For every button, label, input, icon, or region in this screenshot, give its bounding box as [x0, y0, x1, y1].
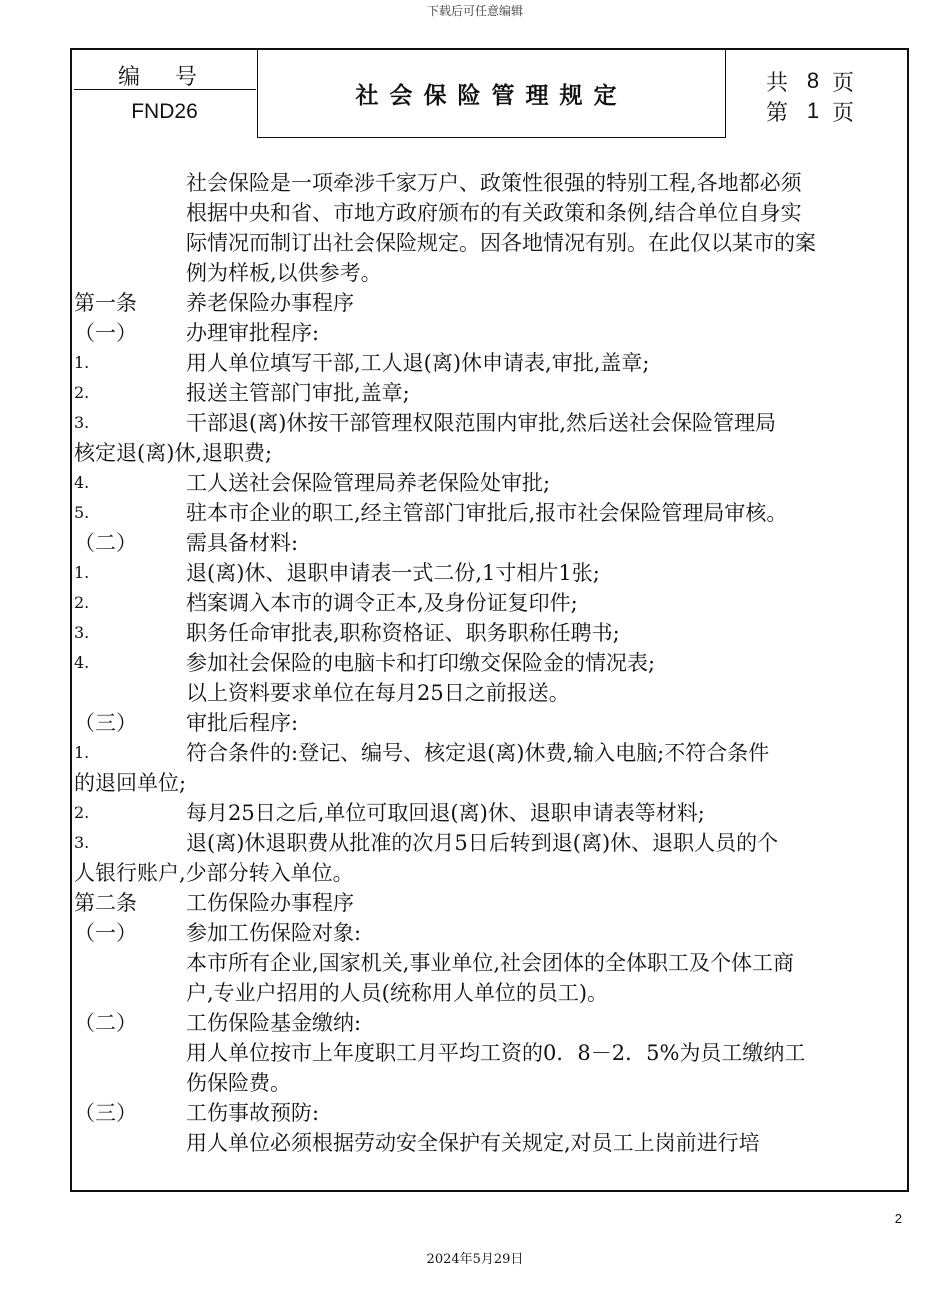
- text-line: [72, 438, 907, 468]
- text-line: [72, 258, 907, 288]
- line-text: 参加社会保险的电脑卡和打印缴交保险金的情况表;: [186, 651, 656, 675]
- text-line: [72, 318, 907, 348]
- line-continuation: 核定退(离)休,退职费;: [74, 441, 273, 465]
- footer-date: 2024年5月29日: [426, 1252, 524, 1267]
- line-text: 伤保险费。: [186, 1071, 291, 1095]
- line-text: 户,专业户招用的人员(统称用人单位的员工)。: [186, 981, 609, 1005]
- text-line: [72, 378, 907, 408]
- line-continuation: 人银行账户,少部分转入单位。: [74, 861, 354, 885]
- document-title: 社会保险管理规定: [355, 83, 628, 109]
- text-line: [72, 798, 907, 828]
- line-label: （二）: [74, 531, 137, 555]
- text-line: [72, 858, 907, 888]
- text-line: [72, 888, 907, 918]
- text-line: [72, 228, 907, 258]
- line-label: 4.: [74, 653, 90, 672]
- text-line: [72, 678, 907, 708]
- text-line: [72, 918, 907, 948]
- text-line: [72, 1008, 907, 1038]
- line-text: 工人送社会保险管理局养老保险处审批;: [186, 471, 551, 495]
- page-total-row: [766, 66, 906, 96]
- document-frame: [70, 48, 909, 1192]
- line-text: 档案调入本市的调令正本,及身份证复印件;: [186, 591, 578, 615]
- line-label: 3.: [74, 413, 90, 432]
- text-line: [72, 558, 907, 588]
- line-text: 退(离)休退职费从批准的次月5日后转到退(离)休、退职人员的个: [186, 831, 779, 855]
- line-label: 第二条: [74, 891, 137, 915]
- page-current-prefix: 第: [766, 100, 789, 126]
- line-label: 5.: [74, 503, 90, 522]
- line-text: 退(离)休、退职申请表一式二份,1寸相片1张;: [186, 561, 600, 585]
- page-current-value: 1: [806, 98, 820, 123]
- page-total-suffix: 页: [832, 70, 855, 96]
- text-line: [72, 348, 907, 378]
- text-line: [72, 1038, 907, 1068]
- line-text: 职务任命审批表,职称资格证、职务职称任聘书;: [186, 621, 620, 645]
- line-text: 以上资料要求单位在每月25日之前报送。: [186, 681, 570, 705]
- line-label: （二）: [74, 1011, 137, 1035]
- code-value: FND26: [131, 100, 198, 123]
- text-line: [72, 828, 907, 858]
- line-label: （三）: [74, 1101, 137, 1125]
- page-number: 2: [894, 1211, 902, 1226]
- text-line: [72, 948, 907, 978]
- page-total-value: 8: [806, 68, 820, 93]
- text-line: [72, 1098, 907, 1128]
- line-text: 报送主管部门审批,盖章;: [186, 381, 410, 405]
- code-label: 编 号: [118, 65, 211, 90]
- line-text: 养老保险办事程序: [186, 291, 354, 315]
- text-line: [72, 528, 907, 558]
- line-text: 工伤事故预防:: [186, 1101, 320, 1125]
- line-text: 驻本市企业的职工,经主管部门审批后,报市社会保险管理局审核。: [186, 501, 788, 525]
- text-line: [72, 288, 907, 318]
- line-label: 2.: [74, 383, 90, 402]
- document-header: [72, 50, 907, 140]
- line-text: 办理审批程序:: [186, 321, 320, 345]
- code-box: [72, 50, 257, 140]
- line-text: 例为样板,以供参考。: [186, 261, 382, 285]
- line-label: 第一条: [74, 291, 137, 315]
- text-line: [72, 198, 907, 228]
- code-divider: [74, 89, 256, 90]
- line-label: （三）: [74, 711, 137, 735]
- line-text: 每月25日之后,单位可取回退(离)休、退职申请表等材料;: [186, 801, 705, 825]
- page-current-suffix: 页: [832, 100, 855, 126]
- text-line: [72, 168, 907, 198]
- text-line: [72, 618, 907, 648]
- line-label: 1.: [74, 743, 90, 762]
- line-text: 工伤保险办事程序: [186, 891, 354, 915]
- line-text: 根据中央和省、市地方政府颁布的有关政策和条例,结合单位自身实: [186, 201, 802, 225]
- line-label: 3.: [74, 623, 90, 642]
- page-total-prefix: 共: [766, 70, 789, 96]
- document-body: [72, 168, 907, 1158]
- line-label: （一）: [74, 921, 137, 945]
- line-text: 参加工伤保险对象:: [186, 921, 362, 945]
- text-line: [72, 468, 907, 498]
- text-line: [72, 648, 907, 678]
- line-continuation: 的退回单位;: [74, 771, 187, 795]
- text-line: [72, 768, 907, 798]
- line-label: 2.: [74, 593, 90, 612]
- text-line: [72, 1068, 907, 1098]
- title-box: [257, 48, 726, 138]
- text-line: [72, 738, 907, 768]
- line-text: 需具备材料:: [186, 531, 299, 555]
- text-line: [72, 978, 907, 1008]
- text-line: [72, 588, 907, 618]
- line-text: 审批后程序:: [186, 711, 299, 735]
- text-line: [72, 708, 907, 738]
- page-count-box: [766, 66, 906, 126]
- page-current-row: [766, 96, 906, 126]
- line-text: 干部退(离)休按干部管理权限范围内审批,然后送社会保险管理局: [186, 411, 777, 435]
- line-text: 社会保险是一项牵涉千家万户、政策性很强的特别工程,各地都必须: [186, 171, 802, 195]
- line-text: 用人单位填写干部,工人退(离)休申请表,审批,盖章;: [186, 351, 650, 375]
- line-label: 1.: [74, 563, 90, 582]
- line-label: 1.: [74, 353, 90, 372]
- line-text: 际情况而制订出社会保险规定。因各地情况有别。在此仅以某市的案: [186, 231, 816, 255]
- line-text: 用人单位按市上年度职工月平均工资的0．8－2．5%为员工缴纳工: [186, 1041, 806, 1065]
- text-line: [72, 408, 907, 438]
- line-text: 工伤保险基金缴纳:: [186, 1011, 362, 1035]
- line-label: 3.: [74, 833, 90, 852]
- line-text: 本市所有企业,国家机关,事业单位,社会团体的全体职工及个体工商: [186, 951, 795, 975]
- line-label: 2.: [74, 803, 90, 822]
- line-text: 用人单位必须根据劳动安全保护有关规定,对员工上岗前进行培: [186, 1131, 760, 1155]
- page-header-note: 下载后可任意编辑: [426, 4, 523, 18]
- text-line: [72, 498, 907, 528]
- text-line: [72, 1128, 907, 1158]
- line-label: （一）: [74, 321, 137, 345]
- line-label: 4.: [74, 473, 90, 492]
- line-text: 符合条件的:登记、编号、核定退(离)休费,输入电脑;不符合条件: [186, 741, 770, 765]
